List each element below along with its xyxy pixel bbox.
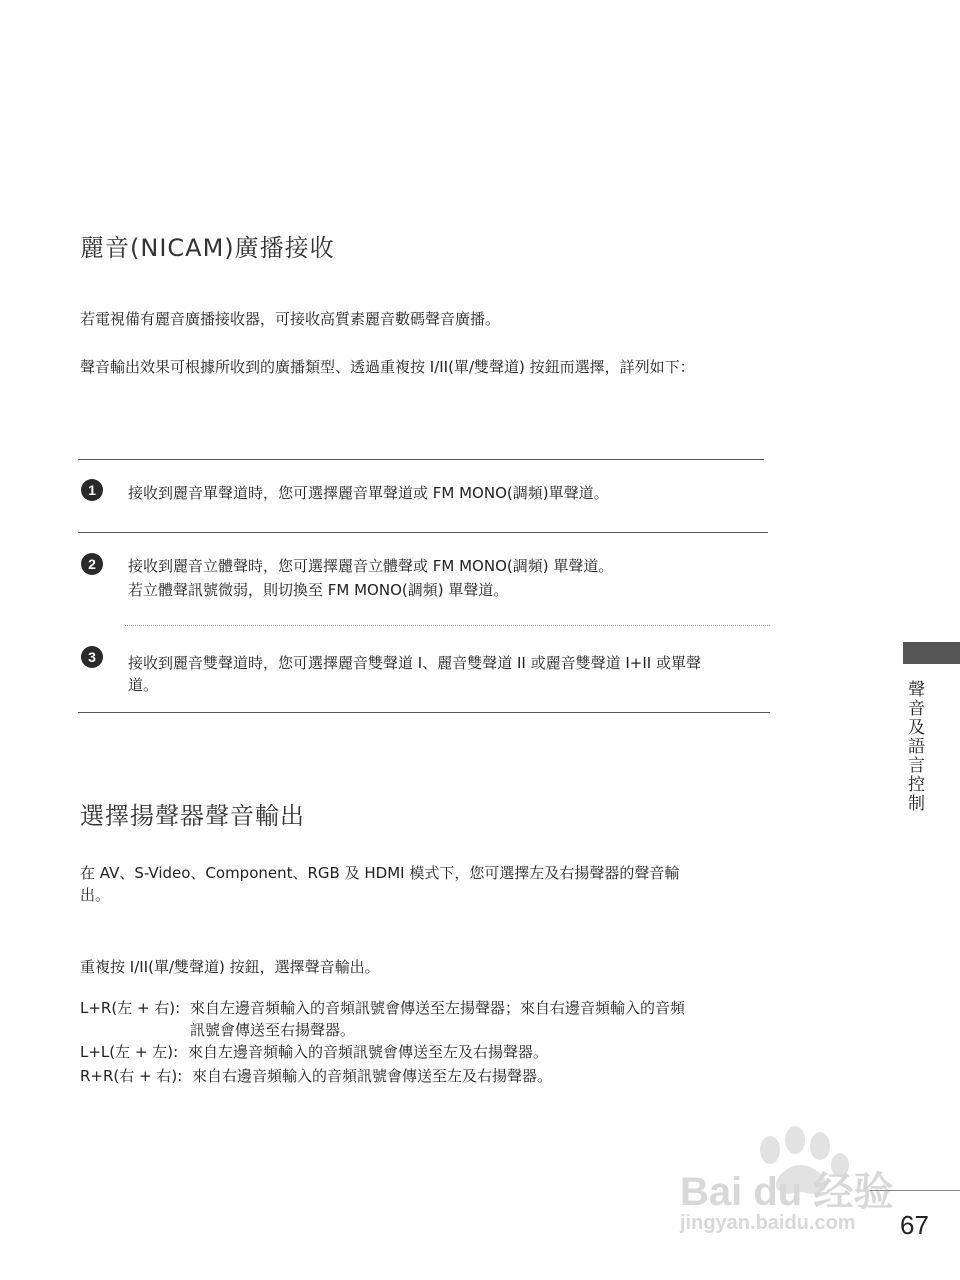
chapter-side-label: 聲音及語言控制 <box>904 680 924 813</box>
def-rr-text: 來自右邊音頻輸入的音頻訊號會傳送至左及右揚聲器。 <box>192 1067 553 1085</box>
watermark-url: jingyan.baidu.com <box>680 1212 856 1234</box>
speaker-instruction: 重複按 I/II(單/雙聲道) 按鈕，選擇聲音輸出。 <box>80 958 380 976</box>
table-bottom-rule <box>78 712 770 713</box>
section-title-nicam: 麗音(NICAM)廣播接收 <box>80 234 335 262</box>
speaker-intro-line1: 在 AV、S-Video、Component、RGB 及 HDMI 模式下，您可選擇左及右揚聲器的聲音輸 <box>80 864 680 882</box>
table-top-rule <box>78 459 764 460</box>
def-ll-text: 來自左邊音頻輸入的音頻訊號會傳送至左及右揚聲器。 <box>188 1043 549 1061</box>
step-number-3: 3 <box>81 646 103 668</box>
step-1-text: 接收到麗音單聲道時，您可選擇麗音單聲道或 FM MONO(調頻)單聲道。 <box>128 484 609 502</box>
footer-rule <box>870 1190 960 1191</box>
section-title-speaker: 選擇揚聲器聲音輸出 <box>80 802 305 830</box>
chapter-tab-marker <box>903 642 960 664</box>
table-row-rule-1 <box>78 532 768 533</box>
step-2-text-line1: 接收到麗音立體聲時，您可選擇麗音立體聲或 FM MONO(調頻) 單聲道。 <box>128 557 614 575</box>
step-number-1: 1 <box>81 479 103 501</box>
step-number-2: 2 <box>81 553 103 575</box>
watermark-brand: Bai du 经验 <box>680 1170 894 1214</box>
def-rr-key: R+R(右 + 右): <box>80 1067 183 1085</box>
def-lr-text-cont: 訊號會傳送至右揚聲器。 <box>190 1021 356 1039</box>
def-lr-text: 來自左邊音頻輸入的音頻訊號會傳送至左揚聲器；來自右邊音頻輸入的音頻 <box>190 999 686 1017</box>
page-number: 67 <box>900 1210 929 1240</box>
step-3-text-line1: 接收到麗音雙聲道時，您可選擇麗音雙聲道 I、麗音雙聲道 II 或麗音雙聲道 I+II 或單聲 <box>128 654 701 672</box>
def-ll-key: L+L(左 + 左): <box>80 1043 179 1061</box>
intro-paragraph-2: 聲音輸出效果可根據所收到的廣播類型、透過重複按 I/II(單/雙聲道) 按鈕而選擇，詳列如下： <box>80 358 695 376</box>
intro-paragraph-1: 若電視備有麗音廣播接收器，可接收高質素麗音數碼聲音廣播。 <box>80 310 501 328</box>
table-dotted-rule <box>125 625 770 626</box>
def-lr-key: L+R(左 + 右): <box>80 999 181 1017</box>
step-2-text-line2: 若立體聲訊號微弱，則切換至 FM MONO(調頻) 單聲道。 <box>128 581 509 599</box>
speaker-intro-line2: 出。 <box>80 886 111 904</box>
step-3-text-line2: 道。 <box>128 676 159 694</box>
